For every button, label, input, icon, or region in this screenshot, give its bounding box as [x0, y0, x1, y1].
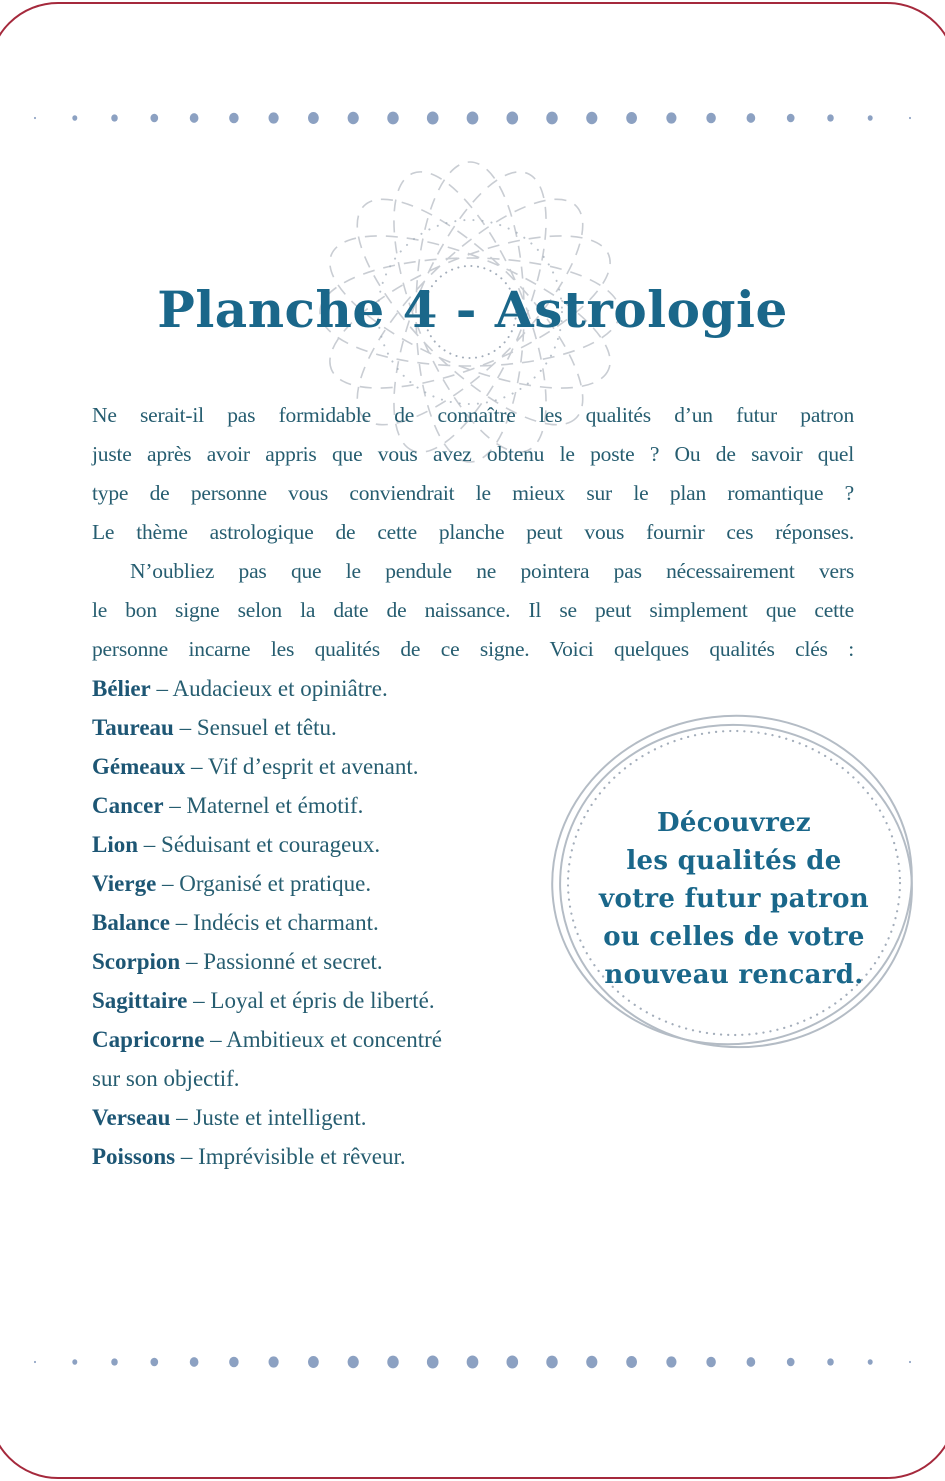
divider-dot [506, 112, 518, 125]
divider-dot [626, 112, 637, 124]
divider-dot [666, 1356, 676, 1367]
zodiac-sign-qualities: – Séduisant et courageux. [138, 832, 381, 857]
zodiac-sign-name: Balance [92, 910, 170, 935]
divider-dot [868, 1359, 873, 1365]
callout-line: votre futur patron [599, 884, 869, 914]
paragraph-line: juste après avoir appris que vous avez obtenu le poste ? Ou de savoir quel [92, 442, 854, 466]
zodiac-sign-qualities: – Juste et intelligent. [170, 1105, 367, 1130]
zodiac-sign-name: Gémeaux [92, 754, 186, 779]
zodiac-sign-name: Scorpion [92, 949, 181, 974]
zodiac-sign-name: Vierge [92, 871, 157, 896]
divider-dot [348, 112, 359, 124]
callout-text [548, 712, 920, 1054]
zodiac-sign-qualities: – Sensuel et têtu. [173, 715, 337, 740]
callout-line: ou celles de votre [603, 922, 865, 952]
zodiac-sign-name: Capricorne [92, 1027, 205, 1052]
zodiac-sign-qualities: – Audacieux et opiniâtre. [150, 676, 388, 701]
callout-line: Découvrez [657, 808, 811, 838]
zodiac-sign-qualities: – Maternel et émotif. [163, 793, 364, 818]
zodiac-item [92, 1098, 854, 1137]
divider-dot [909, 1361, 911, 1363]
divider-dot [747, 1357, 756, 1367]
divider-dot [72, 115, 77, 121]
divider-dot [190, 113, 199, 123]
divider-dot [308, 112, 319, 124]
divider-dot [387, 112, 398, 125]
divider-dot [190, 1357, 199, 1367]
callout-circle [548, 712, 920, 1054]
callout-line: nouveau rencard. [604, 960, 864, 990]
top-dot-divider [0, 105, 945, 131]
divider-dot [666, 112, 676, 123]
divider-dot [706, 113, 716, 124]
zodiac-sign-qualities: – Loyal et épris de liberté. [187, 988, 435, 1013]
divider-dot [467, 1356, 479, 1369]
divider-dot [427, 1356, 439, 1369]
divider-dot [626, 1356, 637, 1368]
divider-dot [111, 1358, 118, 1365]
paragraph-line: Ne serait-il pas formidable de connaître les qualités d’un futur patron [92, 403, 854, 427]
divider-dot [506, 1356, 518, 1369]
divider-dot [269, 1356, 279, 1367]
paragraph-line: personne incarne les qualités de ce signe. Voici quelques qualités clés : [92, 637, 854, 661]
zodiac-sign-qualities: – Vif d’esprit et avenant. [185, 754, 419, 779]
divider-dot [467, 112, 479, 125]
divider-dot [111, 114, 118, 121]
divider-dot [787, 1358, 795, 1367]
zodiac-sign-qualities: – Imprévisible et rêveur. [175, 1144, 406, 1169]
divider-dot [387, 1356, 398, 1369]
divider-dot [586, 1356, 597, 1368]
divider-dot [546, 1356, 557, 1369]
divider-dot [747, 113, 756, 123]
divider-dot [427, 112, 439, 125]
zodiac-item [92, 1137, 854, 1176]
divider-dot [827, 114, 834, 121]
divider-dot [34, 117, 36, 119]
divider-dot [787, 114, 795, 123]
zodiac-sign-qualities: – Ambitieux et concentré [204, 1027, 443, 1052]
divider-dot [72, 1359, 77, 1365]
paragraph-line: Le thème astrologique de cette planche peut vous fournir ces réponses. [92, 520, 854, 544]
paragraph-line: N’oubliez pas que le pendule ne pointera pas nécessairement vers [130, 559, 854, 583]
zodiac-sign-qualities: – Passionné et secret. [180, 949, 383, 974]
divider-dot [229, 113, 239, 124]
zodiac-sign-name: Lion [92, 832, 139, 857]
zodiac-sign-name: Cancer [92, 793, 164, 818]
zodiac-item [92, 669, 854, 708]
divider-dot [909, 117, 911, 119]
zodiac-sign-qualities: – Indécis et charmant. [169, 910, 379, 935]
divider-dot [308, 1356, 319, 1368]
bottom-dot-divider [0, 1349, 945, 1375]
zodiac-sign-name: Sagittaire [92, 988, 188, 1013]
divider-dot [150, 1358, 158, 1367]
divider-dot [706, 1357, 716, 1368]
divider-dot [269, 112, 279, 123]
zodiac-sign-name: Verseau [92, 1105, 171, 1130]
paragraph-line: le bon signe selon la date de naissance. Il se peut simplement que cette [92, 598, 854, 622]
zodiac-sign-qualities: – Organisé et pratique. [156, 871, 372, 896]
divider-dot [868, 115, 873, 121]
page-title: Planche 4 - Astrologie [157, 280, 788, 339]
paragraph-line: type de personne vous conviendrait le mieux sur le plan romantique ? [92, 481, 854, 505]
divider-dot [229, 1357, 239, 1368]
zodiac-sign-name: Bélier [92, 676, 151, 701]
divider-dot [34, 1361, 36, 1363]
zodiac-sign-name: Poissons [92, 1144, 176, 1169]
divider-dot [150, 114, 158, 123]
divider-dot [586, 112, 597, 124]
divider-dot [348, 1356, 359, 1368]
divider-dot [827, 1358, 834, 1365]
divider-dot [546, 112, 557, 125]
zodiac-sign-name: Taureau [92, 715, 174, 740]
callout-line: les qualités de [626, 846, 842, 876]
zodiac-item-continuation: sur son objectif. [92, 1066, 240, 1091]
